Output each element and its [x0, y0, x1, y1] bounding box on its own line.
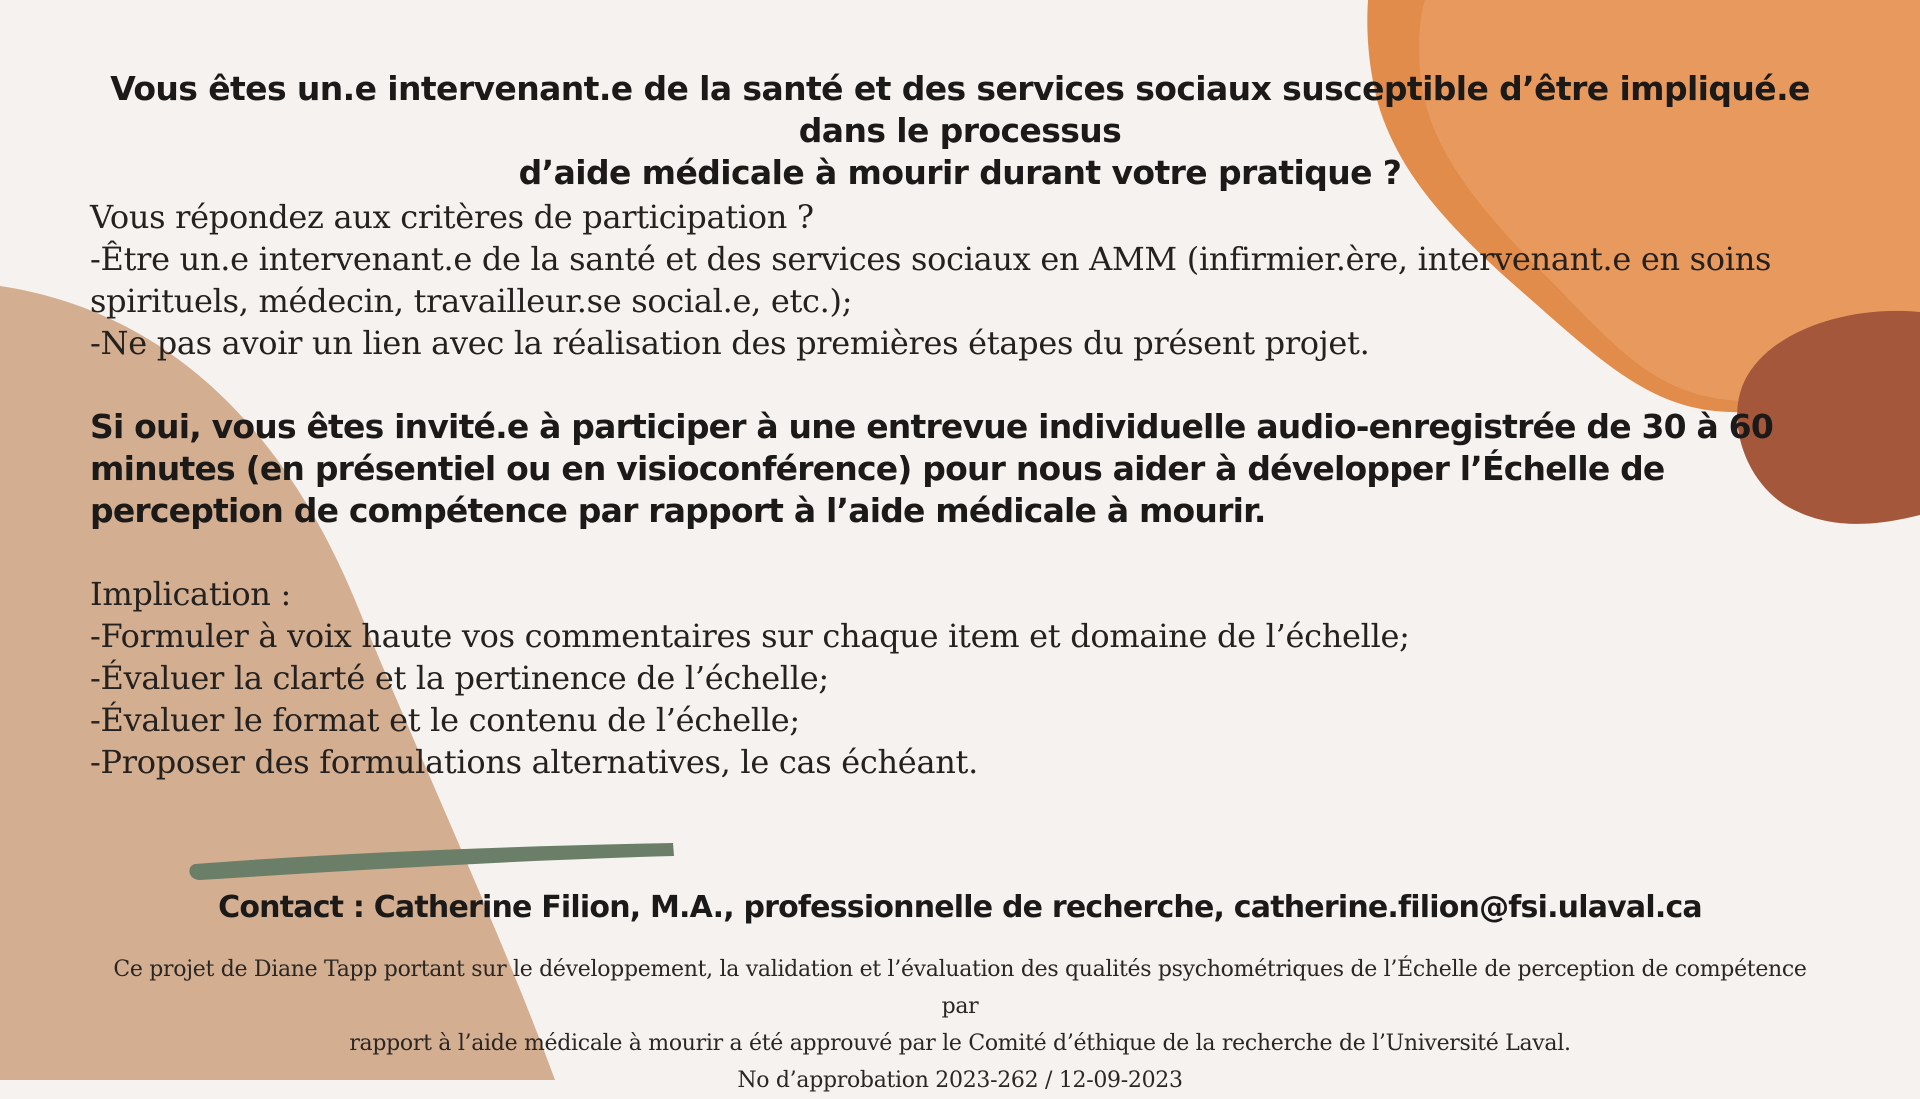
implication-item-4: -Proposer des formulations alternatives, le cas échéant.: [90, 743, 978, 781]
criteria-item-2: -Ne pas avoir un lien avec la réalisation des premières étapes du présent projet.: [90, 324, 1370, 362]
approval-number: No d’approbation 2023-262 / 12-09-2023: [737, 1068, 1183, 1093]
footnote-line-1: Ce projet de Diane Tapp portant sur le développement, la validation et l’évaluation des qualités psychométriques de l’Échelle de perception de compétence par: [113, 957, 1807, 1019]
ethics-footnote: [100, 951, 1820, 1099]
implication-item-1: -Formuler à voix haute vos commentaires sur chaque item et domaine de l’échelle;: [90, 617, 1410, 655]
implication-item-2: -Évaluer la clarté et la pertinence de l’échelle;: [90, 659, 829, 697]
invitation-text: Si oui, vous êtes invité.e à participer à une entrevue individuelle audio-enregistrée de 30 à 60 minutes (en présentiel ou en visioconférence) pour nous aider à développer l’Échelle de perception de compétence par rapport à l’aide médicale à mourir.: [90, 407, 1773, 530]
headline: [100, 68, 1820, 194]
headline-line-2: d’aide médicale à mourir durant votre pratique ?: [518, 153, 1402, 192]
implication-section: [90, 573, 1830, 783]
headline-line-1: Vous êtes un.e intervenant.e de la santé et des services sociaux susceptible d’être impliqué.e dans le processus: [110, 69, 1810, 150]
contact-line: Contact : Catherine Filion, M.A., professionnelle de recherche, catherine.filion@fsi.ulaval.ca: [218, 890, 1702, 925]
criteria-section: [90, 196, 1830, 364]
criteria-question: Vous répondez aux critères de participation ?: [90, 198, 814, 236]
implication-heading: Implication :: [90, 575, 291, 613]
criteria-item-1: -Être un.e intervenant.e de la santé et des services sociaux en AMM (infirmier.ère, intervenant.e en soins spirituels, médecin, travailleur.se social.e, etc.);: [90, 240, 1772, 320]
implication-item-3: -Évaluer le format et le contenu de l’échelle;: [90, 701, 800, 739]
footnote-line-2: rapport à l’aide médicale à mourir a été approuvé par le Comité d’éthique de la recherche de l’Université Laval.: [349, 1031, 1571, 1056]
